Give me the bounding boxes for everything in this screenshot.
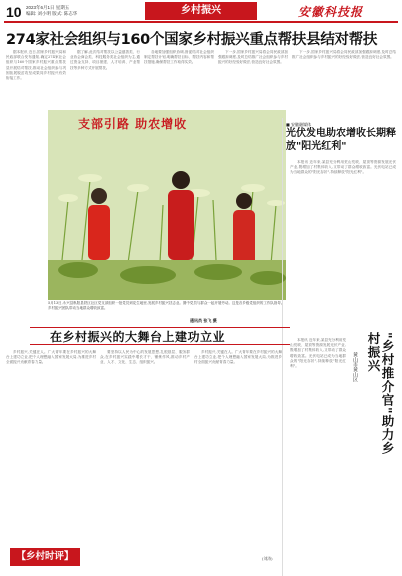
main-headline: 274家社会组织与160个国家乡村振兴重点帮扶县结对帮扶 <box>6 32 378 48</box>
newspaper-logo: 安徽科技报 <box>298 5 364 19</box>
vertical-location: 黄山市黄山区 <box>352 352 358 382</box>
article-column-2: 据了解,此次结对帮扶以公益慈善类、行业协会商会类、科技服务类社会组织为主,通过资金支持、项目援建、人才培训、产业帮扶等多种方式开展帮扶。 <box>70 50 140 70</box>
bottom-headline: 在乡村振兴的大舞台上建功立业 <box>50 330 226 344</box>
bottom-byline: (刘涛) <box>262 556 273 561</box>
issue-editors: 编辑: 刘小明 版式: 陈志华 <box>26 11 78 16</box>
header-divider <box>4 21 398 23</box>
bottom-column-2: 要坚持以人民为中心的发展思想,扎根基层、服务群众,在乡村振兴实践中增长才干、锤炼作风,推动乡村产业、人才、文化、生态、组织振兴。 <box>100 350 190 365</box>
photo-caption: 5月13日,永兴县枞阳县铁区社区党支部组织一批党员到花生地里,发展乡村振兴扶志业。图中党员与群众一起开展劳动。这是各乡级党组织的工作队指导。乡村振兴团队带动当地群众增收致富。 <box>48 301 285 310</box>
right-article-title: 光伏发电助农增收长期释放"阳光红利" <box>286 128 396 152</box>
article-column-5: 下一步,国家乡村振兴局将会同民政部加强跟踪调度,及时总结推广社会组织参与乡村振兴的好经验好做法,营造良好社会氛围。 <box>292 50 396 60</box>
right-lower-body: 本报讯 近年来,某县充分利用荒山荒坡、屋顶等资源发展光伏产业,既增加了村集体收入,又带动了群众增收致富。光伏电站已成为当地群众的"阳光存折",持续释放"阳光红利"。 <box>290 338 346 369</box>
bottom-column-3: 乡村振兴,关键在人。广大青年要在乡村振兴的大舞台上建功立业,把个人理想融入国家发展大局,为推进乡村全面振兴贡献青春力量。 <box>194 350 282 365</box>
bottom-column-1: 乡村振兴,关键在人。广大青年要在乡村振兴的大舞台上建功立业,把个人理想融入国家发展大局,为推进乡村全面振兴贡献青春力量。 <box>6 350 96 365</box>
commentary-tag: 【乡村时评】 <box>10 548 80 566</box>
right-article-body: 本报讯 近年来,某县充分利用荒山荒坡、屋顶等资源发展光伏产业,既增加了村集体收入,又带动了群众增收致富。光伏电站已成为当地群众的"阳光存折",持续释放"阳光红利"。 <box>290 160 396 175</box>
vertical-banner-title: "乡村推介官"助力乡村振兴 <box>366 332 395 456</box>
right-article-tag: ■ 安徽融媒体 <box>286 122 312 127</box>
article-column-1: 据本报讯 近日,国家乡村振兴局和民政部联合发布通知,确定274家社会组织与160个国家乡村振兴重点帮扶县开展结对帮扶,推动社会组织参与巩固拓展脱贫攻坚成果同乡村振兴有效衔接工作。 <box>6 50 66 81</box>
page-number: 10 <box>6 4 22 20</box>
issue-meta <box>26 5 77 17</box>
photo-credit: 通讯员 张飞 摄 <box>190 318 217 323</box>
photo-overlay-title: 支部引路 助农增收 <box>78 117 188 131</box>
photo-illustration <box>48 110 286 300</box>
article-column-4: 下一步,国家乡村振兴局将会同民政部加强跟踪调度,及时总结推广社会组织参与乡村振兴的好经验好做法,营造良好社会氛围。 <box>218 50 288 65</box>
news-photo <box>48 110 286 300</box>
section-label: 乡村振兴 <box>145 2 257 20</box>
vertical-banner <box>366 332 396 468</box>
issue-date: 2023年6月1日 星期五 <box>26 5 70 10</box>
article-column-3: 各地要加强组织协调,督促结对社会组织制定帮扶计划,明确帮扶目标、帮扶内容和帮扶措施,确保帮扶工作取得实效。 <box>144 50 214 65</box>
